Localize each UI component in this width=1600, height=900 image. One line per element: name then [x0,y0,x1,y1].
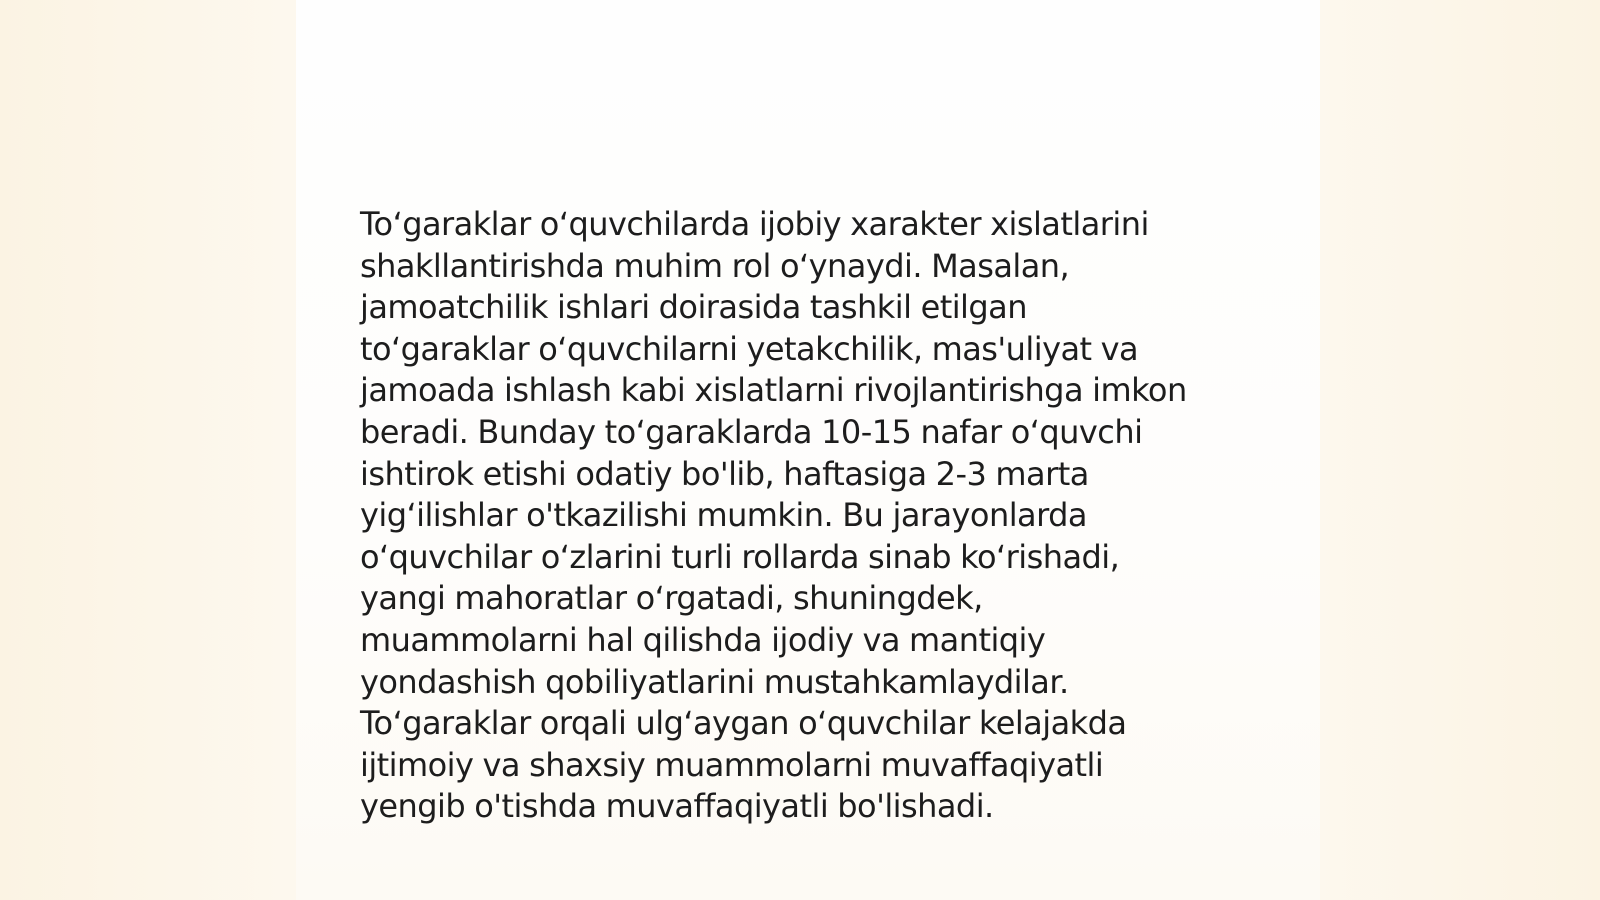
text-line: yangi mahoratlar o‘rgatadi, shuningdek, [360,579,983,618]
text-line: ishtirok etishi odatiy bo'lib, haftasiga 2-3 marta [360,454,1089,493]
text-line: to‘garaklar o‘quvchilarni yetakchilik, mas'uliyat va [360,329,1139,368]
slide [296,0,1320,900]
slide-body-text [360,204,1260,828]
text-line: o‘quvchilar o‘zlarini turli rollarda sinab ko‘rishadi, [360,537,1120,576]
text-line: ijtimoiy va shaxsiy muammolarni muvaffaqiyatli [360,745,1104,784]
text-line: jamoatchilik ishlari doirasida tashkil etilgan [360,288,1027,327]
text-line: yondashish qobiliyatlarini mustahkamlaydilar. [360,662,1069,701]
text-line: To‘garaklar o‘quvchilarda ijobiy xarakter xislatlarini [360,205,1149,243]
text-line: To‘garaklar orqali ulg‘aygan o‘quvchilar kelajakda [360,704,1127,743]
text-line: yengib o'tishda muvaffaqiyatli bo'lishadi. [360,787,994,826]
text-line: muammolarni hal qilishda ijodiy va mantiqiy [360,620,1046,659]
text-line: shakllantirishda muhim rol o‘ynaydi. Masalan, [360,246,1070,285]
text-line: jamoada ishlash kabi xislatlarni rivojlantirishga imkon [360,371,1187,410]
text-line: yig‘ilishlar o'tkazilishi mumkin. Bu jarayonlarda [360,496,1087,535]
text-line: beradi. Bunday to‘garaklarda 10-15 nafar o‘quvchi [360,412,1143,451]
